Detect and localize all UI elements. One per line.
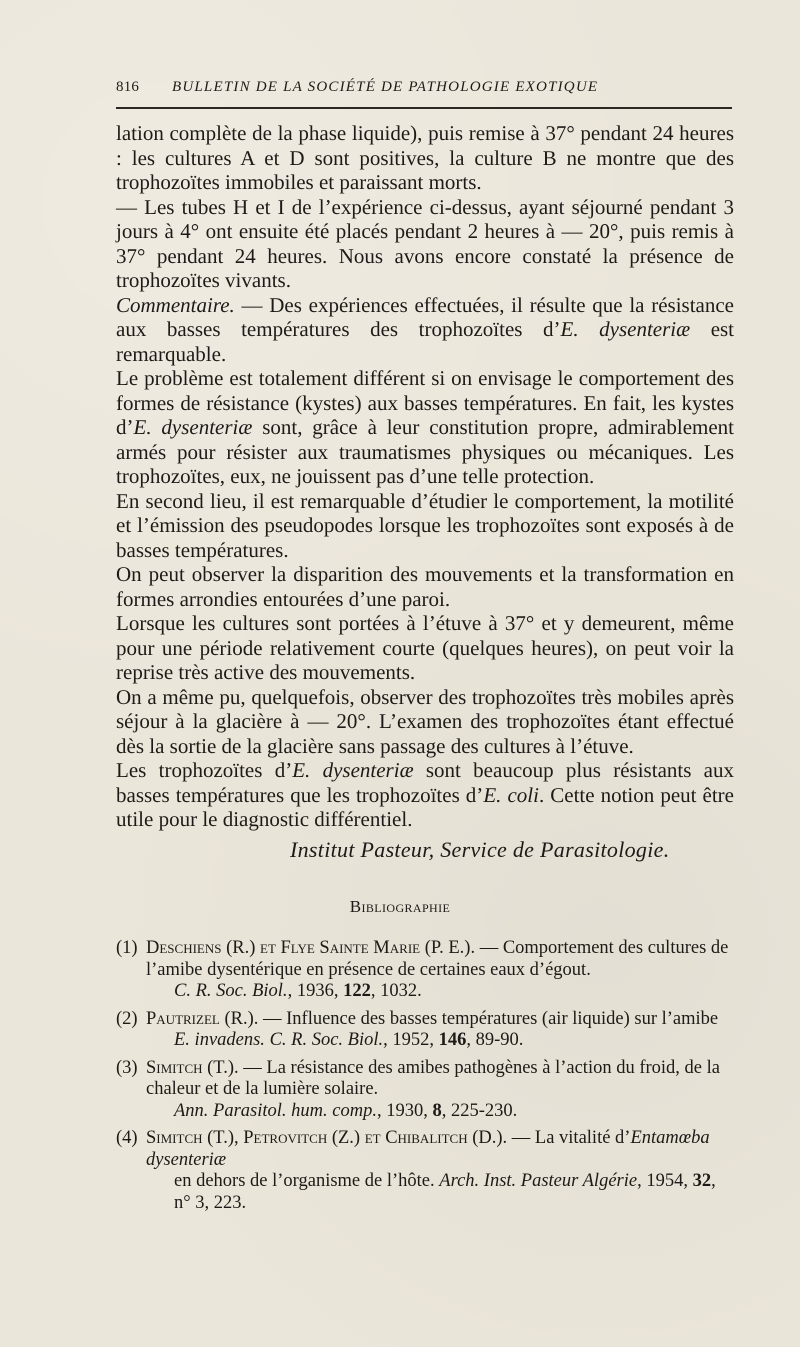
paragraph-4 [116,366,734,489]
paragraph-7-text: Lorsque les cultures sont portées à l’étuve à 37° et y demeurent, même pour une période relativement courte (quelques heures), on peut voir la reprise très active des mouvements. [116,611,734,684]
bibliography-pages: 89-90. [475,1030,524,1050]
commentary-text: — Des expériences effectuées, il résulte que la résistance aux basses températures des trophozoïtes d’ [116,292,734,341]
paragraph-5 [116,489,734,563]
paragraph-9-middle: sont beaucoup plus résistants aux basses températures que les trophozoïtes d’ [116,758,735,807]
bibliography-entry-line [146,938,734,981]
journal-title: BULLETIN DE LA SOCIÉTÉ DE PATHOLOGIE EXOTIQUE [172,79,599,95]
bibliography-title: — Comportement des cultures de l’amibe dysentérique en présence de certaines eaux d’égout. [146,938,729,980]
bibliography-heading: Bibliographie [349,897,451,916]
bibliography-title-end: en dehors de l’organisme de l’hôte. [174,1171,435,1191]
paragraph-9 [116,758,734,832]
paragraph-5-text: En second lieu, il est remarquable d’étudier le comportement, la motilité et l’émission des pseudopodes lorsque les trophozoïtes sont exposés à de basses températures. [116,488,734,562]
commentary-label: Commentaire. [116,292,235,317]
bibliography-entry-1 [116,938,734,1003]
bibliography-volume: 146 [438,1030,467,1050]
paragraph-1 [116,121,734,195]
running-header [116,79,734,103]
bibliography-journal: C. R. Soc. Biol. [174,981,288,1001]
paragraph-4-end: sont, grâce à leur constitution propre, admirablement armés pour résister aux traumatismes physiques ou mécaniques. Les trophozoïtes, eux, ne jouissent pas d’une telle protection. [116,415,735,488]
paragraph-9-species-1: E. dysenteriæ [292,758,414,782]
bibliography-authors: Simitch (T.). [146,1057,239,1078]
paragraph-2 [116,195,734,293]
bibliography-volume: 32 [692,1171,712,1191]
bibliography-species: E. invadens. [174,1030,265,1050]
bibliography-year: 1952 [392,1030,430,1050]
bibliography-year: 1936 [296,981,334,1001]
bibliography-authors: Simitch (T.), Petrovitch (Z.) et Chibalitch (D.). [146,1128,508,1148]
bibliography-authors: Deschiens (R.) et Flye Sainte Marie (P. E.). [146,938,476,958]
commentary-paragraph [116,293,734,367]
paragraph-9-end: . Cette notion peut être utile pour le diagnostic différentiel. [116,782,734,831]
bibliography-citation: C. R. Soc. Biol., 1936, 122, 1032. [174,981,422,1001]
commentary-end: est remarquable. [116,317,735,366]
paragraph-9-species-2: E. coli [483,782,539,807]
header-rule [116,107,732,109]
bibliography-year: 1954 [646,1171,684,1191]
bibliography-title: — La résistance des amibes pathogènes à l’action du froid, de la chaleur et de la lumière solaire. [146,1057,720,1099]
bibliography-number: (3) [116,1057,138,1078]
bibliography-entry-2 [116,1009,734,1052]
bibliography-number: (1) [116,938,138,958]
bibliography-entry-line [146,1128,734,1171]
bibliography-pages: 225-230. [450,1100,518,1121]
bibliography-title: — La vitalité d’ [511,1128,631,1148]
bibliography-title: — Influence des basses températures (air liquide) sur l’amibe [263,1008,719,1029]
bibliography-pages: 223. [213,1192,247,1213]
bibliography-citation: E. invadens. C. R. Soc. Biol., 1952, 146, 89-90. [174,1030,524,1050]
paragraph-2-text: — Les tubes H et I de l’expérience ci-dessus, ayant séjourné pendant 3 jours à 4° ont ensuite été placés pendant 2 heures à — 20°, puis remis à 37° pendant 24 heures. Nous avons encore constaté la présence de trophozoïtes vivants. [116,194,734,292]
bibliography-journal: C. R. Soc. Biol. [269,1030,384,1050]
bibliography-entry-line [146,1009,734,1031]
paragraph-6-text: On peut observer la disparition des mouvements et la transformation en formes arrondies entourées d’une paroi. [116,562,734,611]
institution-signature: Institut Pasteur, Service de Parasitologie. [290,837,670,862]
commentary-species: E. dysenteriæ [560,317,691,341]
bibliography-list [116,938,734,1220]
paragraph-7 [116,611,734,685]
bibliography-citation: en dehors de l’organisme de l’hôte. Arch. Inst. Pasteur Algérie, 1954, 32, n° 3, 223. [174,1171,716,1213]
paragraph-4-start: Le problème est totalement différent si on envisage le comportement des formes de résistance (kystes) aux basses températures. En fait, les kystes d’ [116,366,734,439]
bibliography-journal: Ann. Parasitol. hum. comp. [174,1100,377,1121]
bibliography-species: Entamœba dysenteriæ [146,1128,710,1170]
paragraph-4-species: E. dysenteriæ [133,415,253,439]
paragraph-8-text: On a même pu, quelquefois, observer des trophozoïtes très mobiles après séjour à la glacière à — 20°. L’examen des trophozoïtes étant effectué dès la sortie de la glacière sans passage des cultures à l’étuve. [116,684,734,758]
paragraph-9-start: Les trophozoïtes d’ [116,758,293,782]
paragraph-8 [116,685,734,759]
bibliography-authors: Pautrizel (R.). [146,1008,259,1029]
bibliography-citation: Ann. Parasitol. hum. comp., 1930, 8, 225-230. [174,1100,518,1121]
bibliography-volume: 122 [343,981,371,1001]
article-text [116,121,734,832]
bibliography-journal: Arch. Inst. Pasteur Algérie [439,1171,638,1191]
paragraph-1-text: lation complète de la phase liquide), puis remise à 37° pendant 24 heures : les cultures A et D sont positives, la culture B ne montre que des trophozoïtes immobiles et paraissant morts. [116,121,734,194]
bibliography-year: 1930 [386,1100,424,1121]
bibliography-number: (2) [116,1008,138,1029]
bibliography-pages: 1032. [380,981,422,1001]
page-number: 816 [116,79,140,95]
bibliography-entry-3 [116,1058,734,1123]
bibliography-entry-line [146,1058,734,1101]
bibliography-volume: 8 [432,1100,442,1121]
bibliography-issue: n° 3 [174,1192,205,1213]
bibliography-entry-4 [116,1128,734,1214]
paragraph-6 [116,562,734,611]
bibliography-number: (4) [116,1128,138,1148]
